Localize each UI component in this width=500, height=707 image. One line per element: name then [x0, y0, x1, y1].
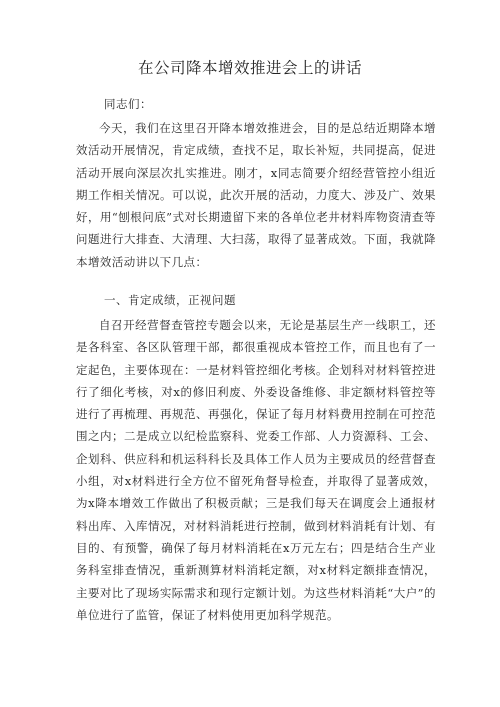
paragraph-section-1: 自召开经营督查管控专题会以来，无论是基层生产一线职工，还是各科室、各区队管理干部，都很重视成本管控工作，而且也有了一定起色，主要体现在：一是材料管控细化考核。企划科对材料管控进行了细化考核，对x的修旧利废、外委设备维修、非定额材料管控等进行了再梳理、再规范、再强化，保证了每月材料费用控制在可控范围之内；二是成立以纪检监察科、党委工作部、人力资源科、工会、企划科、供应科和机运科科长及具体工作人员为主要成员的经营督查小组，对x材料进行全方位不留死角督导检查，并取得了显著成效，为x降本增效工作做出了积极贡献；三是我们每天在调度会上通报材料出库、入库情况，对材料消耗进行控制，做到材料消耗有计划、有目的、有预警，确保了每月材料消耗在x万元左右；四是结合生产业务科室排查情况，重新测算材料消耗定额，对x材料定额排查情况，主要对比了现场实际需求和现行定额计划。为这些材料消耗“大户”的单位进行了监管，保证了材料使用更加科学规范。 — [76, 318, 436, 622]
paragraph-intro: 今天，我们在这里召开降本增效推进会，目的是总结近期降本增效活动开展情况，肯定成绩，查找不足，取长补短，共同提高，促进活动开展向深层次扎实推进。刚才，x同志简要介绍经营管控小组近期工作相关情况。可以说，此次开展的活动，力度大、涉及广、效果好，用“刨根问底”式对长期遗留下来的各单位老井材料库物资清查等问题进行大排查、大清理、大扫荡，取得了显著成效。下面，我就降本增效活动讲以下几点： — [76, 121, 436, 269]
salutation: 同志们： — [104, 97, 152, 111]
document-title: 在公司降本增效推进会上的讲话 — [137, 59, 362, 77]
section-heading-1: 一、肯定成绩，正视问题 — [104, 293, 236, 307]
